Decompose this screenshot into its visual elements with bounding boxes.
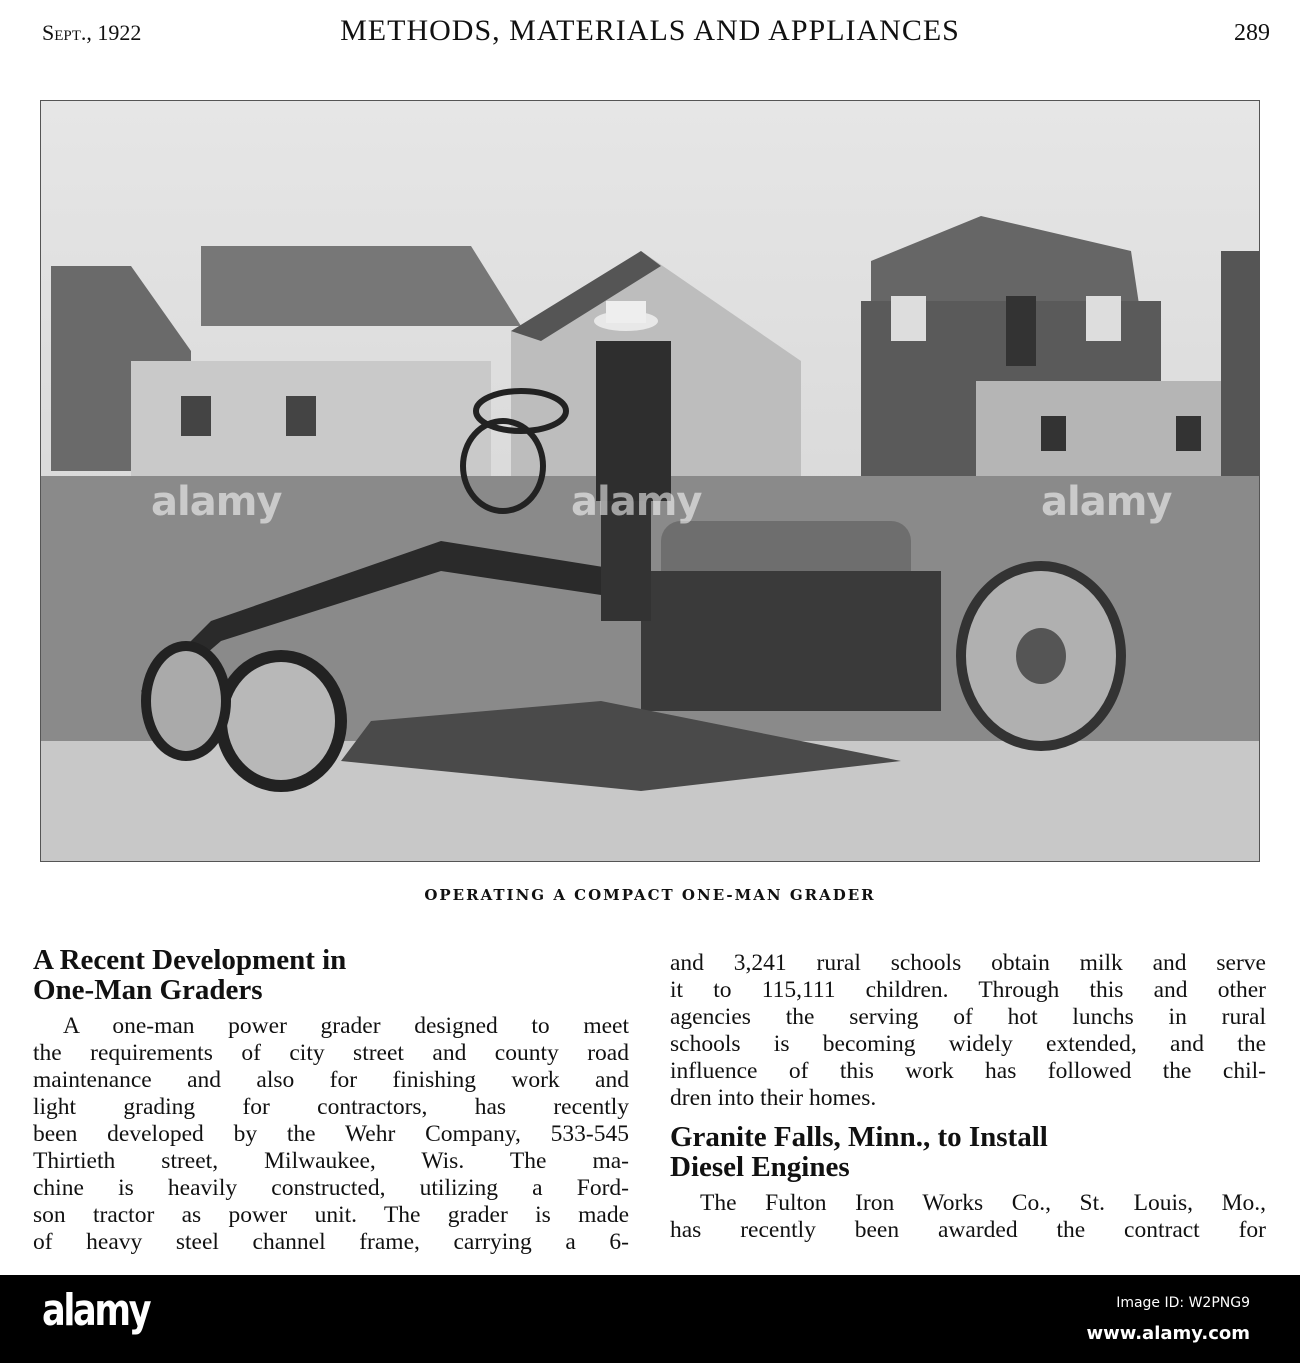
left-column bbox=[33, 945, 629, 1256]
photo-caption: OPERATING A COMPACT ONE-MAN GRADER bbox=[424, 886, 876, 904]
body-line: son tractor as power unit. The grader is made bbox=[33, 1202, 629, 1228]
article-heading: Granite Falls, Minn., to Install bbox=[670, 1121, 1048, 1153]
body-line: influence of this work has followed the chil- bbox=[670, 1058, 1266, 1084]
body-line: light grading for contractors, has recently bbox=[33, 1094, 629, 1120]
page-number: 289 bbox=[1234, 20, 1270, 46]
body-line: maintenance and also for finishing work and bbox=[33, 1067, 629, 1093]
running-header bbox=[0, 14, 1300, 54]
header-title: METHODS, MATERIALS AND APPLIANCES bbox=[340, 14, 960, 47]
article-heading: Diesel Engines bbox=[670, 1151, 850, 1183]
header-date: Sept., 1922 bbox=[42, 20, 142, 45]
body-line: The Fulton Iron Works Co., St. Louis, Mo., bbox=[700, 1190, 1266, 1216]
body-line: schools is becoming widely extended, and the bbox=[670, 1031, 1266, 1057]
article-heading: One-Man Graders bbox=[33, 974, 263, 1006]
body-line: and 3,241 rural schools obtain milk and serve bbox=[670, 950, 1266, 976]
grader-photo bbox=[40, 100, 1260, 862]
body-line: agencies the serving of hot lunchs in rural bbox=[670, 1004, 1266, 1030]
image-id: Image ID: W2PNG9 bbox=[1116, 1295, 1250, 1311]
stock-footer-bar bbox=[0, 1275, 1300, 1363]
site-url: www.alamy.com bbox=[1086, 1323, 1250, 1344]
right-column bbox=[670, 950, 1266, 1244]
body-line: dren into their homes. bbox=[670, 1085, 877, 1111]
watermark: alamy bbox=[1041, 479, 1172, 525]
body-line: has recently been awarded the contract for bbox=[670, 1217, 1266, 1243]
body-line: the requirements of city street and county road bbox=[33, 1040, 629, 1066]
body-line: chine is heavily constructed, utilizing a Ford- bbox=[33, 1175, 629, 1201]
body-line: of heavy steel channel frame, carrying a 6- bbox=[33, 1229, 629, 1255]
body-line: it to 115,111 children. Through this and other bbox=[670, 977, 1266, 1003]
article-heading: A Recent Development in bbox=[33, 944, 347, 976]
body-line: Thirtieth street, Milwaukee, Wis. The ma- bbox=[33, 1148, 629, 1174]
watermark: alamy bbox=[571, 479, 702, 525]
watermark: alamy bbox=[151, 479, 282, 525]
body-line: been developed by the Wehr Company, 533-545 bbox=[33, 1121, 629, 1147]
body-line: A one-man power grader designed to meet bbox=[63, 1013, 629, 1039]
alamy-logo: alamy bbox=[42, 1285, 150, 1336]
